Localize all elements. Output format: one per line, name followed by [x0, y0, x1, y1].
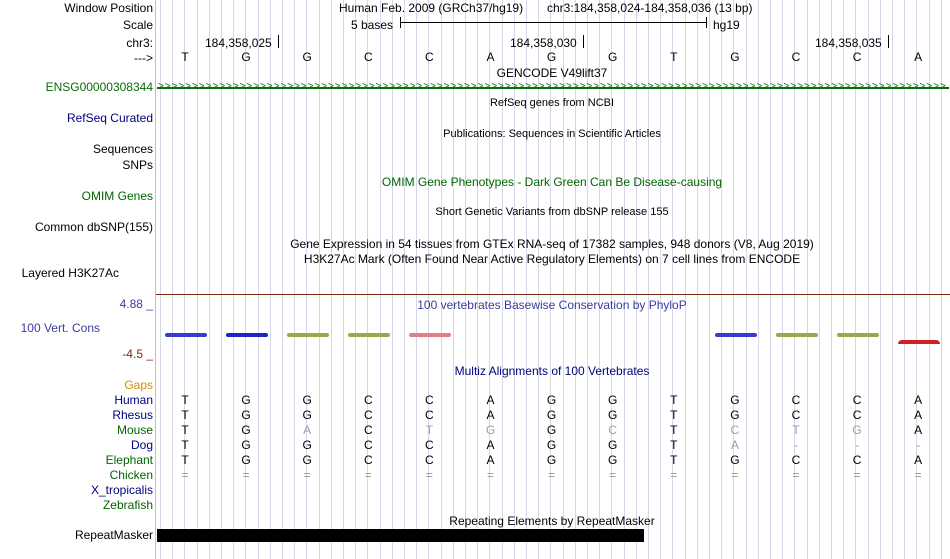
strand-chevron: > [273, 81, 279, 92]
alignment-base: C [363, 423, 373, 437]
alignment-base: = [425, 468, 433, 482]
coordinate-label: 184,358,035 [815, 36, 882, 50]
strand-chevron: > [600, 81, 605, 92]
strand-chevron: > [688, 81, 694, 92]
strand-chevron: > [226, 81, 231, 92]
coordinate-tick [888, 35, 889, 48]
strand-chevron: > [872, 81, 877, 92]
alignment-base: T [181, 423, 189, 437]
strand-chevron: > [756, 81, 762, 92]
strand-chevron: > [776, 81, 782, 92]
alignment-base: C [852, 408, 862, 422]
alignment-base: = [853, 468, 861, 482]
strand-chevron: > [892, 81, 898, 92]
strand-chevron: > [593, 81, 599, 92]
alignment-base: T [670, 408, 678, 422]
strand-chevron: > [171, 81, 177, 92]
gtex-title: Gene Expression in 54 tissues from GTEx RNA-seq of 17382 samples, 948 donors (V8, Aug 2019) [290, 237, 814, 251]
strand-chevron: > [178, 81, 184, 92]
alignment-base: A [486, 408, 495, 422]
strand-chevron: > [702, 81, 707, 92]
alignment-base: T [670, 438, 678, 452]
coordinate-label: 184,358,025 [205, 36, 272, 50]
strand-chevron: > [158, 81, 163, 92]
alignment-base: A [914, 393, 923, 407]
strand-chevron: > [328, 81, 333, 92]
alignment-base: - [794, 438, 798, 452]
strand-chevron: > [912, 81, 918, 92]
strand-chevron: > [865, 81, 871, 92]
h3k27ac-signal-baseline [156, 294, 950, 295]
alignment-base: G [546, 408, 557, 422]
label-gaps: Gaps [124, 378, 153, 392]
alignment-base: G [608, 438, 618, 452]
conservation-mark [226, 333, 268, 337]
position-readout: chr3:184,358,024-184,358,036 (13 bp) [547, 1, 753, 15]
species-label[interactable]: X_tropicalis [90, 483, 153, 497]
alignment-base: G [302, 393, 312, 407]
alignment-base: G [608, 453, 618, 467]
repeatmasker-element[interactable] [157, 529, 644, 542]
strand-chevron: > [878, 81, 884, 92]
strand-chevron: > [239, 81, 245, 92]
alignment-base: A [914, 453, 923, 467]
strand-chevron: > [192, 81, 197, 92]
alignment-base: G [608, 408, 618, 422]
strand-chevron: > [538, 81, 544, 92]
label-cons-max: 4.88 _ [119, 297, 153, 311]
dbsnp-title: Short Genetic Variants from dbSNP release 155 [435, 206, 669, 218]
alignment-base: T [181, 438, 189, 452]
reference-base: A [914, 50, 923, 64]
alignment-base: C [425, 408, 434, 422]
strand-chevron: > [797, 81, 803, 92]
label-h3k27ac[interactable]: Layered H3K27Ac [21, 266, 119, 280]
alignment-base: G [241, 408, 251, 422]
reference-base: C [791, 50, 801, 64]
alignment-base: C [608, 423, 618, 437]
strand-chevron: > [504, 81, 510, 92]
alignment-base: T [670, 393, 678, 407]
strand-chevron: > [185, 81, 191, 92]
strand-chevron: > [232, 81, 238, 92]
strand-chevron: > [627, 81, 633, 92]
conservation-mark [715, 333, 757, 337]
species-label[interactable]: Elephant [105, 453, 153, 467]
conservation-mark [776, 333, 818, 337]
strand-chevron: > [266, 81, 272, 92]
strand-chevron: > [396, 81, 401, 92]
strand-chevron: > [205, 81, 211, 92]
strand-chevron: > [647, 81, 653, 92]
strand-chevron: > [851, 81, 857, 92]
conservation-mark [898, 340, 940, 344]
strand-chevron: > [287, 81, 293, 92]
alignment-base: G [852, 423, 862, 437]
strand-chevron: > [368, 81, 374, 92]
phylop-title: 100 vertebrates Basewise Conservation by PhyloP [417, 298, 687, 312]
alignment-base: G [546, 393, 557, 407]
scale-db: hg19 [713, 18, 740, 32]
reference-base: G [546, 50, 557, 64]
strand-chevron: > [164, 81, 170, 92]
alignment-base: C [425, 453, 434, 467]
alignment-base: = [609, 468, 617, 482]
alignment-base: T [670, 423, 678, 437]
species-label[interactable]: Mouse [116, 423, 153, 437]
reference-base: C [852, 50, 862, 64]
species-label[interactable]: Chicken [109, 468, 153, 482]
strand-chevron: > [212, 81, 218, 92]
strand-chevron: > [770, 81, 775, 92]
strand-chevron: > [341, 81, 347, 92]
strand-chevron: > [708, 81, 714, 92]
strand-chevron: > [402, 81, 408, 92]
strand-chevron: > [477, 81, 483, 92]
label-scale: Scale [122, 18, 153, 32]
strand-chevron: > [885, 81, 891, 92]
alignment-base: T [181, 453, 189, 467]
reference-base: C [363, 50, 373, 64]
alignment-base: = [364, 468, 372, 482]
publications-title: Publications: Sequences in Scientific Articles [443, 128, 661, 140]
strand-chevron: > [620, 81, 626, 92]
scale-bar-right-tick [706, 17, 707, 28]
strand-chevron: > [484, 81, 490, 92]
alignment-base: T [181, 393, 189, 407]
strand-chevron: > [280, 81, 286, 92]
reference-base: C [425, 50, 434, 64]
label-refseq[interactable]: RefSeq Curated [66, 111, 153, 125]
strand-chevron: > [362, 81, 367, 92]
alignment-base: - [916, 438, 921, 452]
alignment-base: = [792, 468, 800, 482]
alignment-base: T [425, 423, 434, 437]
strand-chevron: > [783, 81, 789, 92]
strand-chevron: > [470, 81, 476, 92]
strand-chevron: > [661, 81, 667, 92]
conservation-mark [409, 333, 451, 337]
alignment-base: G [241, 438, 251, 452]
alignment-base: C [852, 393, 862, 407]
multiz-title: Multiz Alignments of 100 Vertebrates [454, 364, 650, 378]
strand-chevron: > [525, 81, 531, 92]
alignment-base: C [852, 453, 862, 467]
alignment-base: G [241, 453, 251, 467]
strand-chevron: > [348, 81, 354, 92]
strand-chevron: > [763, 81, 769, 92]
strand-chevron: > [443, 81, 449, 92]
reference-base: T [181, 50, 189, 64]
label-dbsnp[interactable]: Common dbSNP(155) [34, 220, 153, 234]
strand-chevron: > [498, 81, 503, 92]
reference-base: G [730, 50, 740, 64]
strand-chevron: > [294, 81, 299, 92]
strand-chevron: > [722, 81, 728, 92]
alignment-base: G [546, 423, 557, 437]
strand-chevron: > [810, 81, 816, 92]
label-cons-min: -4.5 _ [122, 347, 153, 361]
strand-chevron: > [300, 81, 306, 92]
reference-base: G [241, 50, 251, 64]
strand-chevron: > [518, 81, 524, 92]
strand-chevron: > [552, 81, 558, 92]
repeatmasker-title: Repeating Elements by RepeatMasker [449, 514, 655, 528]
gencode-title: GENCODE V49lift37 [496, 66, 608, 80]
alignment-base: C [363, 453, 373, 467]
alignment-base: = [731, 468, 739, 482]
alignment-base: A [486, 438, 495, 452]
strand-chevron: > [729, 81, 735, 92]
alignment-base: G [302, 453, 312, 467]
alignment-base: G [730, 408, 740, 422]
coordinate-label: 184,358,030 [510, 36, 577, 50]
alignment-base: C [791, 393, 801, 407]
alignment-base: C [363, 408, 373, 422]
species-label[interactable]: Zebrafish [102, 498, 153, 512]
strand-chevron: > [260, 81, 265, 92]
strand-chevron: > [613, 81, 619, 92]
reference-base: A [486, 50, 495, 64]
strand-chevron: > [695, 81, 701, 92]
strand-chevron: > [919, 81, 925, 92]
strand-chevron: > [933, 81, 939, 92]
strand-chevron: > [430, 81, 435, 92]
alignment-base: - [855, 438, 860, 452]
strand-chevron: > [511, 81, 517, 92]
strand-chevron: > [838, 81, 843, 92]
strand-chevron: > [606, 81, 612, 92]
alignment-base: A [730, 438, 739, 452]
strand-chevron: > [416, 81, 422, 92]
strand-chevron: > [858, 81, 864, 92]
strand-chevron: > [586, 81, 592, 92]
alignment-base: T [792, 423, 800, 437]
alignment-base: A [303, 423, 312, 437]
strand-chevron: > [198, 81, 204, 92]
strand-chevron: > [491, 81, 497, 92]
label-repeatmasker[interactable]: RepeatMasker [74, 528, 153, 542]
alignment-base: T [181, 408, 189, 422]
alignment-base: C [425, 438, 434, 452]
strand-chevron: > [334, 81, 340, 92]
species-label[interactable]: Rhesus [112, 408, 153, 422]
label-strand-arrow: ---> [134, 51, 153, 65]
strand-chevron: > [566, 81, 571, 92]
conservation-mark [837, 333, 879, 337]
strand-chevron: > [804, 81, 809, 92]
strand-chevron: > [899, 81, 905, 92]
strand-chevron: > [464, 81, 469, 92]
strand-chevron: > [253, 81, 259, 92]
refseq-title: RefSeq genes from NCBI [489, 97, 615, 109]
strand-chevron: > [817, 81, 823, 92]
alignment-base: C [363, 393, 373, 407]
scale-text: 5 bases [351, 18, 394, 32]
strand-chevron: > [674, 81, 680, 92]
strand-chevron: > [355, 81, 361, 92]
conservation-mark [165, 333, 207, 337]
strand-chevron: > [389, 81, 395, 92]
strand-chevron: > [572, 81, 578, 92]
alignment-base: = [548, 468, 556, 482]
alignment-base: G [546, 453, 557, 467]
strand-chevron: > [532, 81, 537, 92]
alignment-base: G [485, 423, 496, 437]
label-window-position: Window Position [64, 1, 153, 15]
strand-chevron: > [307, 81, 313, 92]
coordinate-tick [278, 35, 279, 48]
conservation-mark [348, 333, 390, 337]
strand-chevron: > [844, 81, 850, 92]
alignment-base: G [730, 393, 740, 407]
strand-chevron: > [579, 81, 585, 92]
alignment-base: C [791, 453, 801, 467]
reference-base: G [302, 50, 312, 64]
reference-base: T [670, 50, 678, 64]
scale-bar [400, 22, 707, 23]
strand-chevron: > [790, 81, 796, 92]
scale-bar-left-tick [400, 17, 401, 28]
strand-chevron: > [736, 81, 741, 92]
alignment-base: G [241, 423, 251, 437]
reference-base: G [608, 50, 618, 64]
label-sequences[interactable]: Sequences [92, 142, 153, 156]
label-chr: chr3: [126, 36, 153, 50]
alignment-base: = [303, 468, 311, 482]
strand-chevron: > [246, 81, 252, 92]
alignment-base: A [486, 453, 495, 467]
h3k27ac-title: H3K27Ac Mark (Often Found Near Active Regulatory Elements) on 7 cell lines from ENCODE [303, 252, 801, 266]
strand-chevron: > [375, 81, 381, 92]
strand-chevron: > [749, 81, 755, 92]
alignment-base: G [608, 393, 618, 407]
alignment-base: = [914, 468, 922, 482]
label-omim[interactable]: OMIM Genes [81, 189, 153, 203]
alignment-base: G [302, 408, 312, 422]
alignment-base: G [730, 453, 740, 467]
alignment-base: C [363, 438, 373, 452]
strand-chevron: > [423, 81, 429, 92]
strand-chevron: > [824, 81, 830, 92]
strand-chevron: > [314, 81, 320, 92]
alignment-base: G [241, 393, 251, 407]
alignment-base: = [242, 468, 250, 482]
strand-chevron: > [219, 81, 225, 92]
alignment-base: C [791, 408, 801, 422]
coordinate-tick [583, 35, 584, 48]
label-snps[interactable]: SNPs [122, 158, 153, 172]
species-label[interactable]: Dog [130, 438, 153, 452]
strand-chevron: > [831, 81, 837, 92]
strand-chevron: > [409, 81, 415, 92]
alignment-base: C [425, 393, 434, 407]
alignment-base: = [486, 468, 494, 482]
species-label[interactable]: Human [114, 393, 153, 407]
strand-chevron: > [321, 81, 327, 92]
track-labels [0, 0, 155, 559]
strand-chevron: > [906, 81, 911, 92]
alignment-base: A [486, 393, 495, 407]
strand-chevron: > [940, 81, 945, 92]
strand-chevron: > [668, 81, 673, 92]
alignment-base: G [302, 438, 312, 452]
strand-chevron: > [640, 81, 646, 92]
strand-chevron: > [715, 81, 721, 92]
alignment-base: = [181, 468, 189, 482]
assembly-title: Human Feb. 2009 (GRCh37/hg19) [339, 1, 524, 15]
alignment-base: T [670, 453, 678, 467]
label-gene[interactable]: ENSG00000308344 [45, 80, 153, 94]
alignment-base: A [914, 423, 923, 437]
strand-chevron: > [654, 81, 660, 92]
alignment-base: A [914, 408, 923, 422]
strand-chevron: > [559, 81, 565, 92]
alignment-base: = [670, 468, 678, 482]
alignment-base: C [730, 423, 740, 437]
strand-chevron: > [450, 81, 456, 92]
strand-chevron: > [457, 81, 463, 92]
omim-title: OMIM Gene Phenotypes - Dark Green Can Be Disease-causing [381, 175, 723, 189]
strand-chevron: > [681, 81, 687, 92]
strand-chevron: > [436, 81, 442, 92]
label-vert-cons[interactable]: 100 Vert. Cons [20, 321, 100, 335]
strand-chevron: > [382, 81, 388, 92]
strand-chevron: > [545, 81, 551, 92]
strand-chevron: > [926, 81, 932, 92]
conservation-mark [287, 333, 329, 337]
alignment-base: G [546, 438, 557, 452]
strand-chevron: > [742, 81, 748, 92]
strand-chevron: > [634, 81, 639, 92]
